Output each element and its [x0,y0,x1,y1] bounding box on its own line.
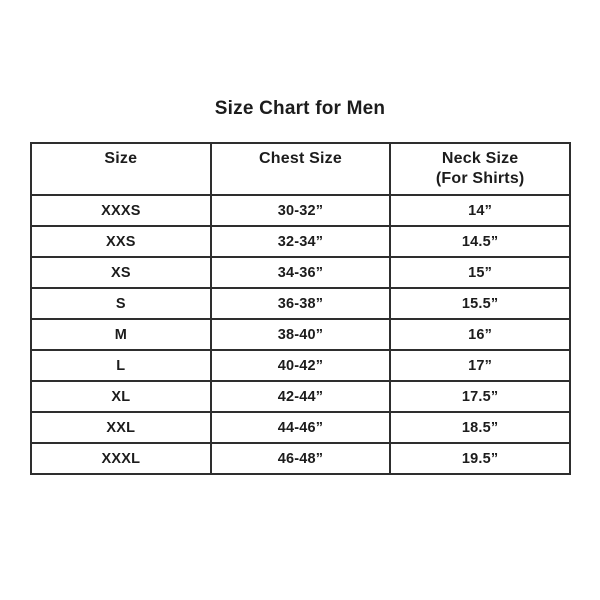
chest-cell: 42-44” [211,381,391,412]
chest-cell: 46-48” [211,443,391,474]
neck-cell: 19.5” [390,443,570,474]
header-cell-neck [390,143,570,195]
neck-cell: 16” [390,319,570,350]
header-size-label: Size [104,150,138,167]
size-cell: S [31,288,211,319]
neck-cell: 15.5” [390,288,570,319]
chest-cell: 34-36” [211,257,391,288]
header-chest-label: Chest Size [259,150,342,167]
size-cell: XS [31,257,211,288]
size-cell: XXXL [31,443,211,474]
table-row [31,350,570,381]
size-cell: XL [31,381,211,412]
table-row [31,195,570,226]
table-row [31,443,570,474]
header-neck-sublabel: (For Shirts) [435,170,525,187]
table-row [31,226,570,257]
size-cell: XXS [31,226,211,257]
header-row [31,143,570,195]
neck-cell: 17.5” [390,381,570,412]
neck-cell: 15” [390,257,570,288]
chest-cell: 44-46” [211,412,391,443]
neck-cell: 14” [390,195,570,226]
header-neck-label: Neck Size [441,150,519,167]
header-cell-size [31,143,211,195]
page-title: Size Chart for Men [214,98,386,119]
size-cell: XXL [31,412,211,443]
neck-cell: 18.5” [390,412,570,443]
table-row [31,381,570,412]
size-cell: XXXS [31,195,211,226]
table-body [31,195,570,474]
chest-cell: 32-34” [211,226,391,257]
chest-cell: 30-32” [211,195,391,226]
chest-cell: 38-40” [211,319,391,350]
size-cell: M [31,319,211,350]
header-cell-chest [211,143,391,195]
table-row [31,319,570,350]
neck-cell: 17” [390,350,570,381]
chest-cell: 36-38” [211,288,391,319]
table-header [31,143,570,195]
neck-cell: 14.5” [390,226,570,257]
table-row [31,412,570,443]
table-row [31,288,570,319]
chest-cell: 40-42” [211,350,391,381]
size-chart-table [30,142,571,475]
size-cell: L [31,350,211,381]
table-row [31,257,570,288]
